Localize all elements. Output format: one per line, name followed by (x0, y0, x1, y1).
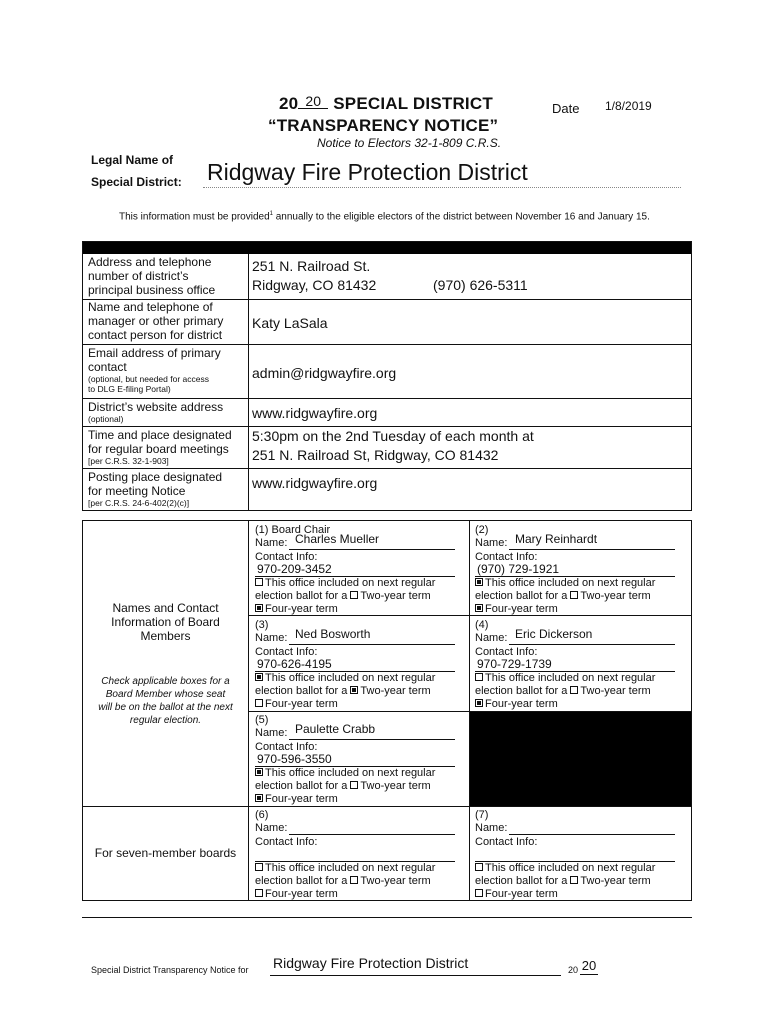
ballot-checkbox[interactable] (475, 863, 483, 871)
board-member-cell (255, 524, 465, 616)
meeting-line: 251 N. Railroad St, Ridgway, CO 81432 (252, 447, 499, 463)
info-sentence-before: This information must be provided (119, 211, 270, 223)
member-number: (7) (475, 809, 489, 821)
row-label: Address and telephone (88, 255, 212, 269)
row-label: contact person for district (88, 328, 223, 342)
posting-field[interactable]: www.ridgwayfire.org (252, 475, 378, 491)
date-label: Date (552, 101, 580, 116)
four-year-label: Four-year term (265, 888, 338, 900)
meeting-line: 5:30pm on the 2nd Tuesday of each month at (252, 428, 534, 444)
ballot-text: election ballot for a (255, 685, 351, 697)
board-section-label (83, 601, 248, 643)
four-year-label: Four-year term (485, 698, 558, 710)
four-year-row (255, 888, 465, 901)
member-name-field[interactable] (509, 627, 675, 645)
member-number: (1) Board Chair (255, 524, 331, 536)
ballot-row (475, 862, 685, 875)
row-note: (optional) (88, 414, 124, 424)
board-member-cell (255, 809, 465, 901)
member-name-field[interactable] (289, 627, 455, 645)
two-year-label: Two-year term (580, 590, 651, 602)
four-year-checkbox[interactable] (255, 604, 263, 612)
footer-year-field[interactable] (580, 959, 598, 975)
ballot-checkbox[interactable] (255, 863, 263, 871)
term-row (475, 875, 685, 888)
ballot-text: This office included on next regular (485, 672, 656, 684)
member-name: Ned Bosworth (295, 627, 371, 641)
ballot-text: election ballot for a (475, 590, 571, 602)
address-line: Ridgway, CO 81432 (252, 277, 377, 293)
row-note: (optional, but needed for access (88, 374, 209, 384)
member-contact: (970) 729-1921 (477, 562, 560, 576)
date-field[interactable]: 1/8/2019 (605, 99, 652, 113)
member-name: Charles Mueller (295, 532, 380, 546)
term-row (475, 590, 685, 603)
ballot-text: This office included on next regular (485, 862, 656, 874)
row-note: [per C.R.S. 24-6-402(2)(c)] (88, 498, 190, 508)
member-contact-row (475, 836, 685, 862)
ballot-row (475, 672, 685, 685)
four-year-row (255, 603, 465, 616)
member-name-row (255, 532, 465, 551)
seven-member-label: For seven-member boards (94, 846, 237, 860)
two-year-label: Two-year term (360, 780, 431, 792)
contact-label: Contact Info: (255, 741, 318, 753)
name-label: Name: (475, 537, 508, 549)
footer-district-field[interactable] (270, 955, 561, 976)
row-note: to DLG E-filing Portal) (88, 384, 171, 394)
ballot-checkbox[interactable] (255, 673, 263, 681)
manager-field[interactable]: Katy LaSala (252, 315, 328, 331)
member-contact-row (255, 551, 465, 577)
four-year-label: Four-year term (265, 603, 338, 615)
member-contact-field[interactable] (255, 754, 455, 767)
two-year-checkbox[interactable] (350, 591, 358, 599)
name-label: Name: (255, 632, 288, 644)
four-year-checkbox[interactable] (255, 889, 263, 897)
board-label-line: Information of Board (111, 615, 220, 629)
ballot-text: election ballot for a (255, 780, 351, 792)
member-name-row (255, 822, 465, 836)
term-row (255, 780, 465, 793)
check-note-line: Check applicable boxes for a (101, 676, 230, 687)
ballot-text: This office included on next regular (265, 767, 436, 779)
ballot-text: election ballot for a (475, 685, 571, 697)
member-contact-row (255, 836, 465, 862)
four-year-checkbox[interactable] (475, 604, 483, 612)
two-year-checkbox[interactable] (350, 781, 358, 789)
four-year-checkbox[interactable] (255, 794, 263, 802)
four-year-label: Four-year term (485, 603, 558, 615)
four-year-label: Four-year term (485, 888, 558, 900)
member-contact-field[interactable] (475, 849, 675, 862)
meeting-field[interactable] (252, 427, 682, 465)
member-name-row (475, 627, 685, 646)
table-row (88, 428, 248, 466)
contact-label: Contact Info: (255, 836, 318, 848)
member-contact: 970-209-3452 (257, 562, 332, 576)
name-label: Name: (475, 632, 508, 644)
two-year-checkbox[interactable] (570, 876, 578, 884)
member-name-field[interactable] (289, 532, 455, 550)
member-number: (5) (255, 714, 269, 726)
row-label: District’s website address (88, 400, 224, 414)
legal-name-label-1: Legal Name of (91, 153, 174, 167)
member-number: (6) (255, 809, 269, 821)
board-member-cell (475, 809, 685, 901)
member-contact-field[interactable] (255, 564, 455, 577)
term-row (255, 685, 465, 698)
member-name-field[interactable] (509, 822, 675, 835)
row-label: for regular board meetings (88, 442, 229, 456)
title-text: SPECIAL DISTRICT (328, 94, 493, 113)
four-year-label: Four-year term (265, 698, 338, 710)
info-sentence (119, 211, 650, 222)
member-name-row (475, 822, 685, 836)
check-note-line: will be on the ballot at the next (98, 702, 233, 713)
row-label: Email address of primary (88, 346, 221, 360)
member-contact-row (475, 646, 685, 672)
footer-district: Ridgway Fire Protection District (273, 955, 469, 971)
ballot-text: This office included on next regular (265, 672, 436, 684)
form-title-line2: “TRANSPARENCY NOTICE” (268, 116, 499, 135)
two-year-label: Two-year term (360, 875, 431, 887)
ballot-text: election ballot for a (475, 875, 571, 887)
row-label: principal business office (88, 283, 216, 297)
contact-label: Contact Info: (475, 646, 538, 658)
member-contact: 970-596-3550 (257, 752, 332, 766)
table-row (88, 400, 248, 424)
member-contact-row (255, 646, 465, 672)
board-label-line: Members (140, 629, 191, 643)
footer-year (568, 965, 578, 975)
four-year-checkbox[interactable] (475, 889, 483, 897)
two-year-checkbox[interactable] (350, 876, 358, 884)
member-number: (3) (255, 619, 269, 631)
table-row (88, 255, 248, 297)
address-line: 251 N. Railroad St. (252, 258, 371, 274)
name-label: Name: (255, 537, 288, 549)
contact-label: Contact Info: (255, 646, 318, 658)
term-row (475, 685, 685, 698)
row-label: for meeting Notice (88, 484, 186, 498)
member-contact-row (475, 551, 685, 577)
member-contact-field[interactable] (255, 659, 455, 672)
ballot-checkbox[interactable] (255, 768, 263, 776)
four-year-checkbox[interactable] (255, 699, 263, 707)
row-label: number of district’s (88, 269, 189, 283)
board-member-cell (475, 524, 685, 616)
phone-field[interactable]: (970) 626-5311 (433, 277, 528, 293)
row-label: Posting place designated (88, 470, 223, 484)
two-year-label: Two-year term (580, 685, 651, 697)
member-contact: 970-626-4195 (257, 657, 332, 671)
row-label: Name and telephone of (88, 300, 213, 314)
name-label: Name: (255, 727, 288, 739)
member-name: Paulette Crabb (295, 722, 376, 736)
member-contact-row (255, 741, 465, 767)
member-name-field[interactable] (289, 722, 455, 740)
member-name: Mary Reinhardt (515, 532, 598, 546)
check-note-line: regular election. (129, 715, 202, 726)
ballot-text: This office included on next regular (265, 577, 436, 589)
member-number: (4) (475, 619, 489, 631)
four-year-row (255, 793, 465, 806)
table-row (88, 470, 248, 508)
check-note (83, 675, 248, 727)
member-contact-field[interactable] (475, 659, 675, 672)
info-sentence-after: annually to the eligible electors of the district between November 16 and January 15. (272, 211, 650, 223)
name-label: Name: (475, 822, 508, 834)
contact-label: Contact Info: (475, 551, 538, 563)
ballot-text: election ballot for a (255, 590, 351, 602)
member-name: Eric Dickerson (515, 627, 593, 641)
four-year-checkbox[interactable] (475, 699, 483, 707)
ballot-row (475, 577, 685, 590)
legal-name-field[interactable] (203, 160, 681, 188)
board-label-line: Names and Contact (112, 601, 219, 615)
footer-label: Special District Transparency Notice for (91, 965, 249, 975)
ballot-checkbox[interactable] (475, 578, 483, 586)
term-row (255, 590, 465, 603)
member-contact-field[interactable] (475, 564, 675, 577)
website-field[interactable]: www.ridgwayfire.org (252, 405, 378, 421)
four-year-row (475, 603, 685, 616)
footnote-marker: 1 (269, 211, 273, 217)
four-year-row (475, 888, 685, 901)
two-year-checkbox[interactable] (350, 686, 358, 694)
ballot-checkbox[interactable] (255, 578, 263, 586)
row-note: [per C.R.S. 32-1-903] (88, 456, 169, 466)
contact-label: Contact Info: (475, 836, 538, 848)
footer-year-value: 20 (581, 958, 597, 973)
table-row (88, 346, 248, 394)
name-label: Name: (255, 822, 288, 834)
four-year-row (255, 698, 465, 711)
member-contact-field[interactable] (255, 849, 455, 862)
row-label: Time and place designated (88, 428, 232, 442)
ballot-row (255, 862, 465, 875)
table-row (88, 300, 248, 342)
unused-cell (470, 712, 691, 806)
two-year-checkbox[interactable] (570, 591, 578, 599)
two-year-label: Two-year term (360, 685, 431, 697)
member-name-field[interactable] (509, 532, 675, 550)
row-label: contact (88, 360, 127, 374)
member-name-row (475, 532, 685, 551)
four-year-label: Four-year term (265, 793, 338, 805)
ballot-text: This office included on next regular (265, 862, 436, 874)
ballot-text: election ballot for a (255, 875, 351, 887)
four-year-row (475, 698, 685, 711)
row-label: manager or other primary (88, 314, 224, 328)
legal-name-label-2: Special District: (91, 175, 182, 189)
board-member-cell (255, 619, 465, 711)
title-year-field[interactable]: 20 (298, 94, 328, 109)
form-subtitle: Notice to Electors 32-1-809 C.R.S. (317, 136, 502, 150)
two-year-checkbox[interactable] (570, 686, 578, 694)
footer-divider (82, 917, 692, 918)
ballot-row (255, 577, 465, 590)
form-title (279, 94, 519, 114)
board-member-cell (475, 619, 685, 711)
board-member-cell (255, 714, 465, 806)
check-note-line: Board Member whose seat (105, 689, 226, 700)
term-row (255, 875, 465, 888)
ballot-text: This office included on next regular (485, 577, 656, 589)
two-year-label: Two-year term (580, 875, 651, 887)
member-name-row (255, 627, 465, 646)
ballot-row (255, 767, 465, 780)
email-field[interactable]: admin@ridgwayfire.org (252, 365, 397, 381)
footer-year-prefix: 20 (568, 965, 579, 975)
ballot-row (255, 672, 465, 685)
member-name-field[interactable] (289, 822, 455, 835)
member-name-row (255, 722, 465, 741)
title-year-prefix: 20 (279, 94, 299, 113)
two-year-label: Two-year term (360, 590, 431, 602)
member-contact: 970-729-1739 (477, 657, 552, 671)
contact-label: Contact Info: (255, 551, 318, 563)
legal-name-value: Ridgway Fire Protection District (207, 159, 528, 185)
member-number: (2) (475, 524, 489, 536)
ballot-checkbox[interactable] (475, 673, 483, 681)
